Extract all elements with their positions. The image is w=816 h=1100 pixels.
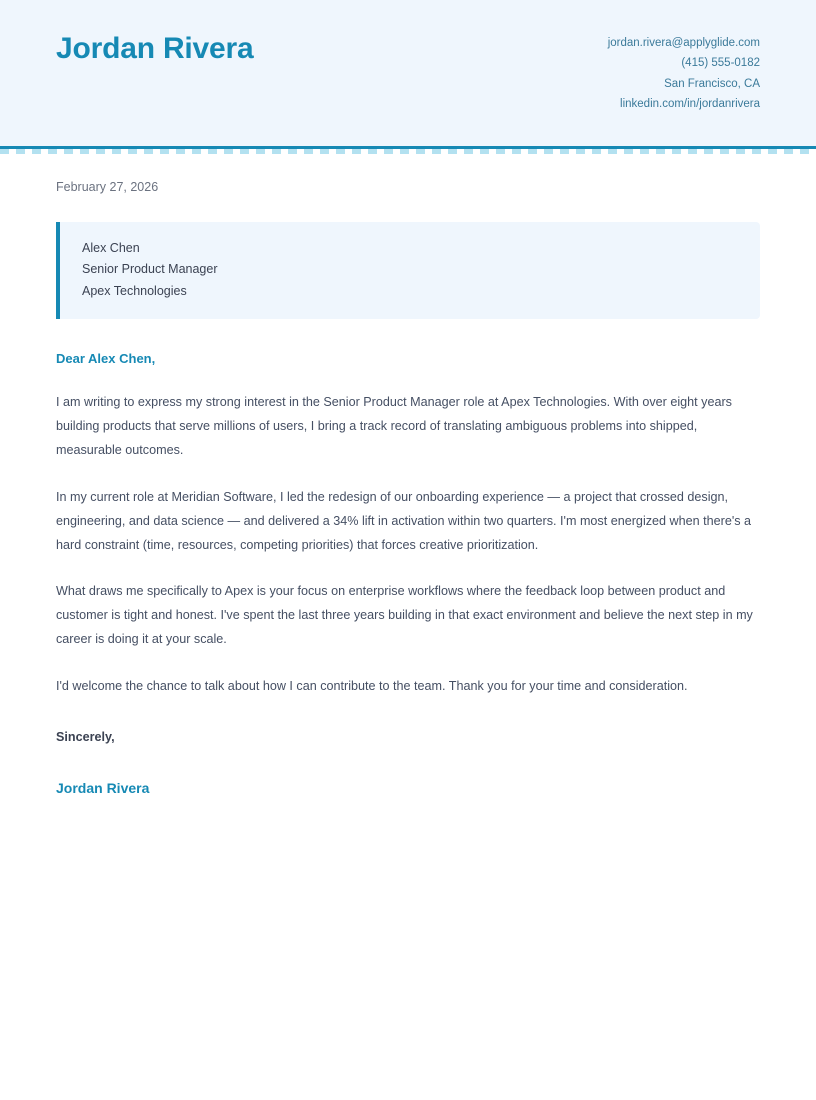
letter-date: February 27, 2026 <box>56 179 159 194</box>
letter-paragraph-3: What draws me specifically to Apex is your focus on enterprise workflows where the feedback loop between product and customer is tight and honest. I've spent the last three years building in that exact environment and believe the next step in my career is doing it at your scale. <box>56 584 753 647</box>
contact-location: San Francisco, CA <box>664 77 760 90</box>
closing-phrase: Sincerely, <box>56 729 115 744</box>
letterhead <box>0 0 816 146</box>
recipient-company: Apex Technologies <box>82 283 187 298</box>
contact-linkedin[interactable]: linkedin.com/in/jordanrivera <box>620 98 760 111</box>
signature-name: Jordan Rivera <box>56 779 150 796</box>
contact-email[interactable]: jordan.rivera@applyglide.com <box>607 37 760 49</box>
contact-phone[interactable]: (415) 555-0182 <box>681 57 760 70</box>
letter-paragraph-1: I am writing to express my strong interest in the Senior Product Manager role at Apex Technologies. With over eight years building products that serve millions of users, I bring a track record of translating ambiguous problems into shipped, measurable outcomes. <box>56 395 732 458</box>
sender-name: Jordan Rivera <box>56 32 254 65</box>
recipient-title: Senior Product Manager <box>82 262 218 276</box>
letter-body <box>0 154 816 796</box>
recipient-name: Alex Chen <box>82 240 140 255</box>
recipient-block <box>56 222 760 320</box>
salutation: Dear Alex Chen, <box>56 351 156 366</box>
letter-paragraph-4: I'd welcome the chance to talk about how I can contribute to the team. Thank you for your time and consideration. <box>56 678 688 693</box>
contact-info-block <box>608 30 760 112</box>
letter-paragraph-2: In my current role at Meridian Software, I led the redesign of our onboarding experience — a project that crossed design, engineering, and data science — and delivered a 34% lift in activation within two quarters. I'm most energized when there's a hard constraint (time, resources, competing priorities) that forces creative prioritization. <box>56 489 752 552</box>
